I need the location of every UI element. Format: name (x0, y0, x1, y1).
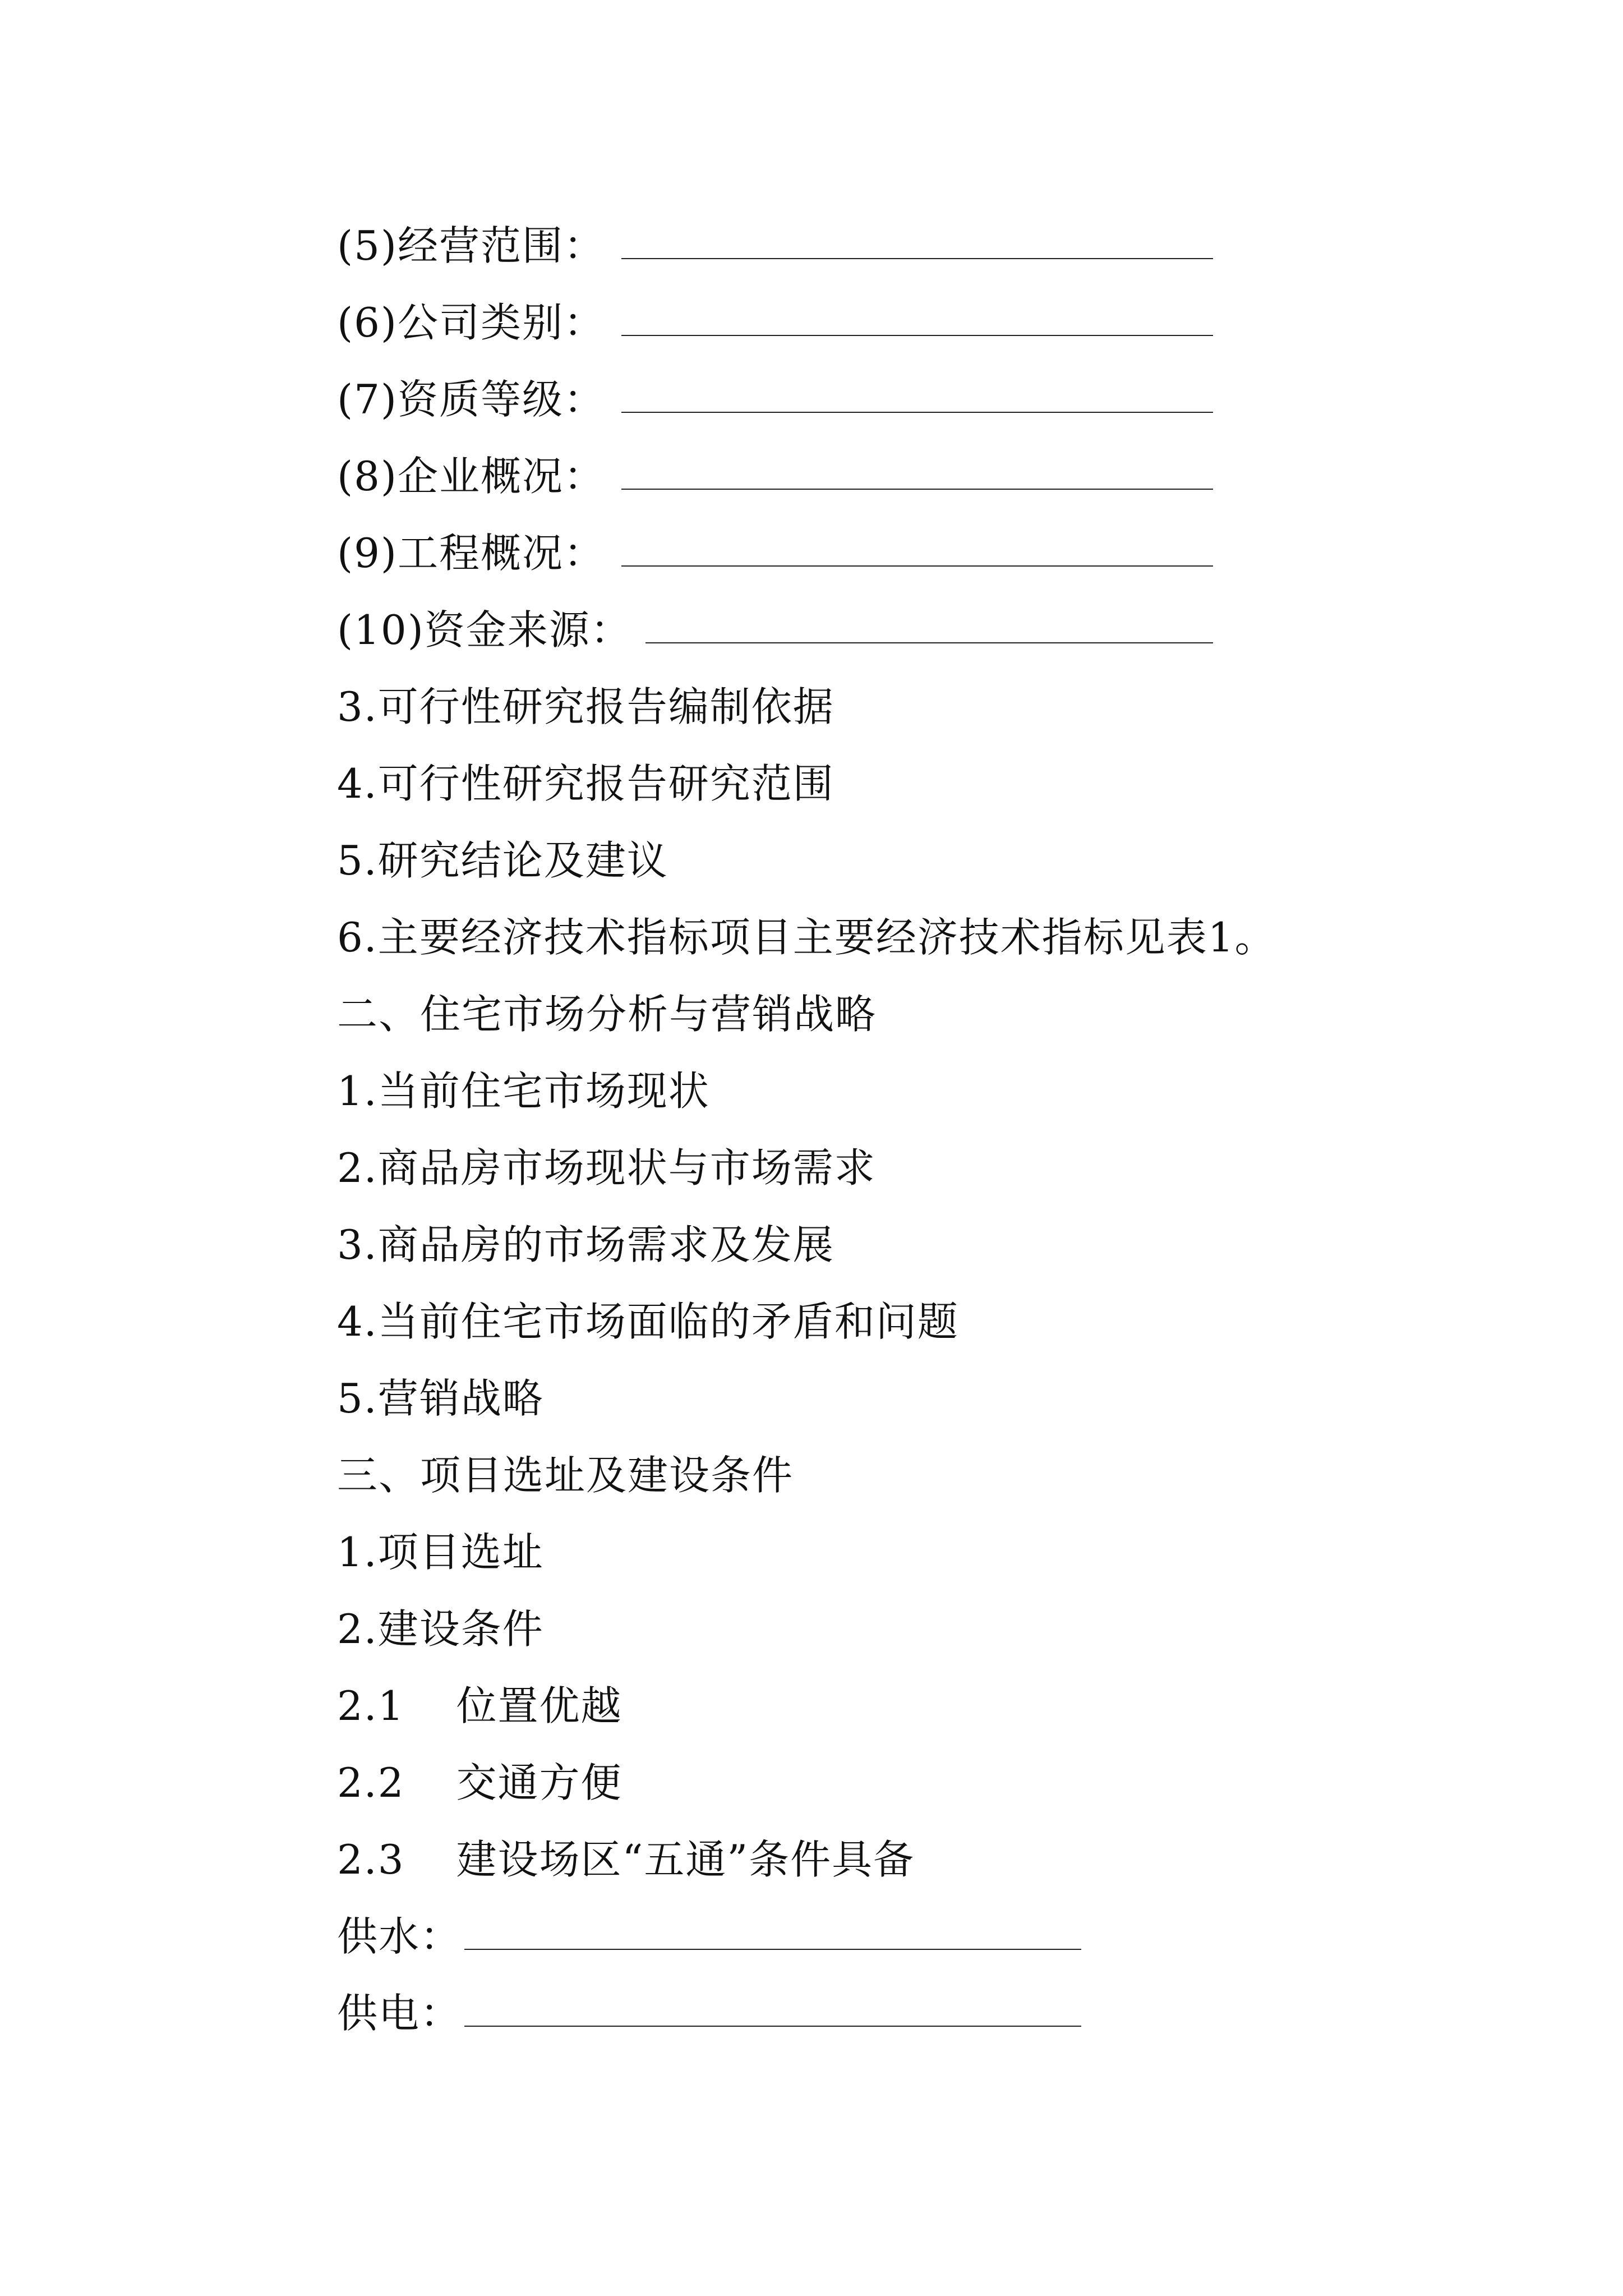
list-item: 4.当前住宅市场面临的矛盾和问题 (337, 1298, 959, 1345)
blank-underline (621, 412, 1213, 413)
field-qualification-grade (337, 372, 605, 426)
blank-underline (621, 489, 1213, 490)
field-power-supply (337, 1986, 462, 2040)
list-item: 5.营销战略 (337, 1375, 544, 1422)
sub-item-number: 2.2 (337, 1759, 405, 1806)
list-item: 2.商品房市场现状与市场需求 (337, 1144, 876, 1191)
sub-item-number: 2.3 (337, 1836, 405, 1883)
field-business-scope (337, 219, 605, 273)
blank-underline (464, 2026, 1081, 2027)
field-label: (8)企业概况： (337, 453, 605, 500)
field-project-overview (337, 526, 605, 580)
section-heading: 三、项目选址及建设条件 (337, 1452, 794, 1499)
field-label: (9)工程概况： (337, 530, 605, 577)
field-company-category (337, 296, 605, 349)
blank-underline (621, 335, 1213, 336)
sub-item (337, 1833, 915, 1887)
field-water-supply (337, 1910, 462, 1963)
sub-item-text: 交通方便 (456, 1759, 623, 1806)
field-company-overview (337, 449, 605, 503)
blank-underline (621, 565, 1213, 567)
list-item: 1.项目选址 (337, 1529, 544, 1576)
field-label: (6)公司类别： (337, 299, 605, 346)
sub-item-text: 建设场区“五通”条件具备 (456, 1836, 915, 1883)
list-item: 3.商品房的市场需求及发展 (337, 1221, 834, 1268)
list-item: 4.可行性研究报告研究范围 (337, 760, 834, 807)
field-funding-source (337, 603, 632, 657)
section-heading: 二、住宅市场分析与营销战略 (337, 991, 877, 1038)
field-label: (10)资金来源： (337, 606, 632, 654)
sub-item (337, 1679, 623, 1733)
field-label: 供电： (337, 1990, 462, 2037)
sub-item-text: 位置优越 (456, 1682, 623, 1729)
field-label: (5)经营范围： (337, 222, 605, 269)
field-label: (7)资质等级： (337, 376, 605, 423)
blank-underline (621, 258, 1213, 259)
list-item: 2.建设条件 (337, 1605, 544, 1653)
blank-underline (645, 642, 1213, 643)
sub-item-number: 2.1 (337, 1682, 405, 1729)
list-item: 1.当前住宅市场现状 (337, 1068, 710, 1115)
field-label: 供水： (337, 1913, 462, 1960)
blank-underline (464, 1949, 1081, 1950)
list-item: 3.可行性研究报告编制依据 (337, 683, 834, 730)
list-item: 6.主要经济技术指标项目主要经济技术指标见表1。 (337, 914, 1276, 961)
list-item: 5.研究结论及建议 (337, 837, 668, 884)
sub-item (337, 1756, 623, 1810)
